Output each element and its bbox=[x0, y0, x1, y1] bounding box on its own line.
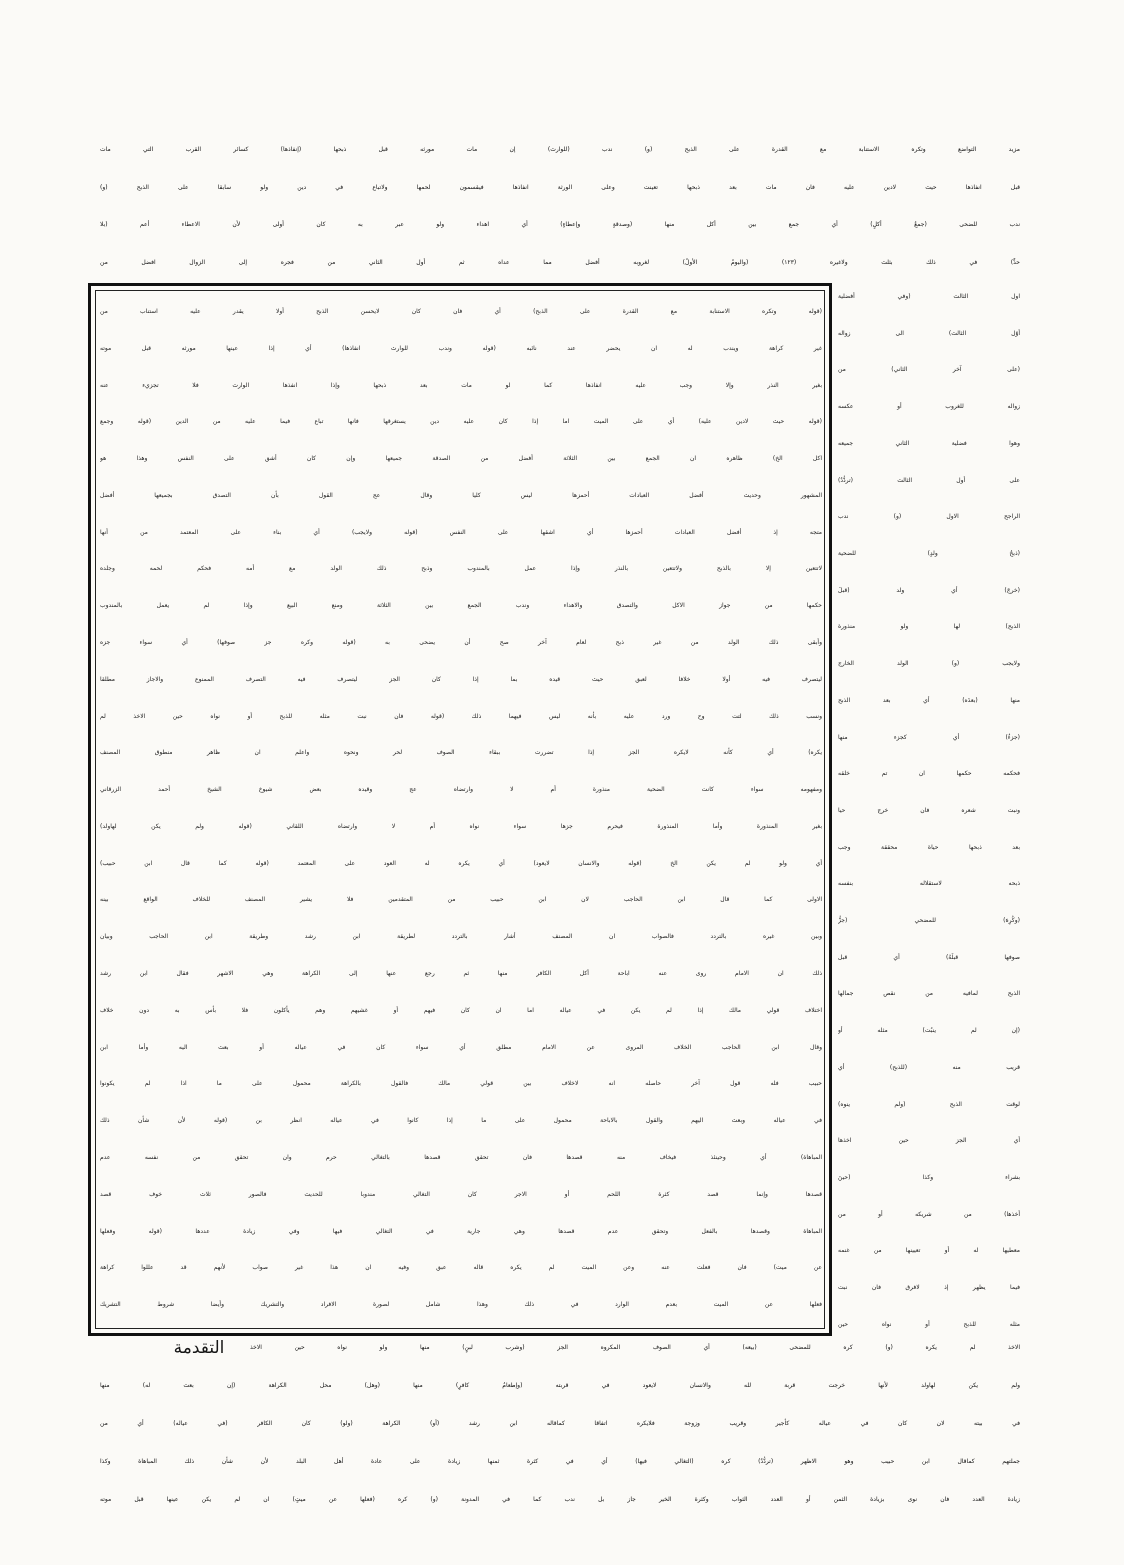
side-column-line: بعد ذبحها حياة محققة وجب bbox=[838, 844, 1020, 851]
commentary-line: الاولى كما قال ابن الحاجب لان ابن حبيب من المتقدمين فلا يشير المصنف للخلاف الواقع بينه bbox=[100, 896, 822, 903]
main-text-bottom-line: الاخذ لم يكره (و) كره للمضحى (بيعه) أي الصوف المكروه الجز (وشرب لبنٍ) منها ولو نواه حين الاخذ bbox=[250, 1344, 1020, 1351]
commentary-line: اكل الخ) ظاهره ان الجمع بين الثلاثة أفضل من الصدقة جميعها وإن كان أشق على النفس وهذا هو bbox=[100, 455, 822, 462]
main-text-top-line: ندب للضحى (جمعُ أكلٍ) أي جمع بين أكل منها (وصدقةٍ وإعطاءٍ) أي اهداء ولو عبر به كان أولى لأن الاعطاء أعم (بلا bbox=[100, 221, 1020, 228]
commentary-line: المشهور وحديث أفضل العبادات أحمزها ليس كليا وقال عج القول بأن التصدق بجميعها أفضل bbox=[100, 492, 822, 499]
side-column-line: لوقت الذبح (ولم ينوه) bbox=[838, 1101, 1020, 1108]
commentary-line: في عياله وبعث اليهم والقول بالاباحة محمول على ما إذا كانوا في عياله انظر بن (قوله لأن شأن ذلك bbox=[100, 1117, 822, 1124]
side-column-line: الراجح الاول (و) ندب bbox=[838, 513, 1020, 520]
commentary-line: المباهاة) أي وحينئذ فيخاف منه قصدها فان تحقق قصدها بالتغالي حرم وان تحقق من نفسه عدم bbox=[100, 1154, 822, 1161]
side-column-line: وهوا فضلية الثاني جميعه bbox=[838, 440, 1020, 447]
side-column-line: منها (بعدَه) أي بعد الذبح bbox=[838, 697, 1020, 704]
side-column-line: (ذبحُ ولدٍ) للضحية bbox=[838, 550, 1020, 557]
commentary-line: ونسب ذلك لتت وح ورد عليه بأنه ليس فيهما ذلك (قوله فان نبت مثله للذبح أو نواه حين الاخذ لم bbox=[100, 713, 822, 720]
side-column-line: ونبت شعره فان خرج حيا bbox=[838, 807, 1020, 814]
commentary-line: بغير المنذورة وأما المنذورة فيحرم جزها سواء نواه أم لا وارتضاه اللقاني (قوله ولم يكن لهاولد) bbox=[100, 823, 822, 830]
commentary-line: فعلها عن الميت بعدم الوارد في ذلك وهذا شامل لصورة الافراد والتشريك وأيضا شروط التشريك bbox=[100, 1301, 822, 1308]
commentary-line: لاتتعين إلا بالذبح ولاتتعين بالنذر وإذا عمل بالمندوب وذبح ذلك الولد مع أمه فحكم لحمه وجلده bbox=[100, 565, 822, 572]
side-column-line: الذبح) لها ولو منذورة bbox=[838, 623, 1020, 630]
side-column-line: اول الثالث (وفي أفضلية bbox=[838, 293, 1020, 300]
main-text-bottom-line: ولم يكن لهاولد لأنها خرجت قربة لله والانسان لايعود في قربته (وإطعامُ كافرٍ) منها (وهل) محل الكراهة (إن بعث له) منها bbox=[100, 1382, 1020, 1389]
side-column-line: ولايجب (و) الولد الخارج bbox=[838, 660, 1020, 667]
commentary-line: وقال ابن الحاجب الخلاف المروى عن الامام مطلق أي سواء كان في عياله أو بعث اليه وأما ابن bbox=[100, 1044, 822, 1051]
side-column-line: فيما يظهر إذ لافرق فان نبت bbox=[838, 1284, 1020, 1291]
commentary-line: أي ولو لم يكن الخ (قوله والانسان لايعود) أي يكره له العود على المعتمد (قوله كما قال ابن حبيب) bbox=[100, 860, 822, 867]
commentary-line: (قوله حيث لادين عليه) أي على الميت اما إذا كان عليه دين يستغرقها فانها تباع فيما عليه من الدين (قوله وجمع bbox=[100, 418, 822, 425]
main-text-bottom-line: زيادة العدد فان نوى بزيادة الثمن أو العدد الثواب وكثرة الخير جاز بل ندب كما في المدونة (و) كره (فعلها عن ميتٍ) ان لم يكن عينها قبل موته bbox=[100, 1496, 1020, 1503]
commentary-line: اختلاف قولي مالك إذا لم يكن في عياله اما ان كان فيهم أو غشيهم وهم يأكلون فلا بأس به دون خلاف bbox=[100, 1007, 822, 1014]
side-column-line: أخذها) من شريكه أو من bbox=[838, 1211, 1020, 1218]
commentary-line: حبيب فله قول آخر حاصله انه لاخلاف بين قولي مالك فالقول بالكراهة محمول على ما اذا لم يكونوا bbox=[100, 1080, 822, 1087]
side-column-line: على أول الثالث (تردُّدٌ) bbox=[838, 477, 1020, 484]
side-column-line: أي الجز حين اخذها bbox=[838, 1137, 1020, 1144]
commentary-line: بغير النذر وإلا وجب عليه انفاذها كما لو مات بعد ذبحها وإذا انفذها الوارث فلا تجزيء عنه bbox=[100, 382, 822, 389]
main-text-top-line: قبل انفاذها حيث لادين عليه فان مات بعد ذبحها تعينت وعلى الورثة انفاذها فيقسمون لحمها ولاتباع في دين ولو سابقا على الذبح (و) bbox=[100, 184, 1020, 191]
side-column-line: مثله للذبح أو نواه حين bbox=[838, 1321, 1020, 1328]
side-column-line: الذبح لمافيه من نقص جمالها bbox=[838, 990, 1020, 997]
side-column-line: فحكمه حكمها ان تم خلقه bbox=[838, 770, 1020, 777]
side-column-line: أوّل الثالث) الى زواله bbox=[838, 330, 1020, 337]
main-text-bottom-line: جملتهم كماقال ابن حبيب وهو الاظهر (تردُّدٌ) كره (التغالي فيها) أي في كثرة ثمنها زيادة على عادة أهل البلد لأن شأن ذلك المباهاة وكذا bbox=[100, 1458, 1020, 1465]
commentary-line: يكره) أي كأنه لايكره الجز إذا تضررت ببقاء الصوف لحر ونحوه واعلم ان ظاهر منطوق المصنف bbox=[100, 749, 822, 756]
catchword: التقدمة bbox=[173, 1338, 225, 1358]
side-column-line: صوفها قبلَهُ) أي قبل bbox=[838, 954, 1020, 961]
commentary-line: عن ميت) فان فعلت عنه وعن الميت لم يكره قاله عبق وفيه ان هذا غير صواب لأنهم قد عللوا كراهة bbox=[100, 1264, 822, 1271]
commentary-line: غير كراهة ويندب له ان يحضر عند نائبه (قوله وندب للوارث انفاذها) أي إذا عينها مورثه قبل موته bbox=[100, 345, 822, 352]
main-text-top-line: مزيد التواضع وتكره الاستنابة مع القدرة على الذبح (و) ندب (للوارث) إن مات مورثه قبل ذبحها (إنفاذها) كسائر القرب التي مات bbox=[100, 146, 1020, 153]
commentary-line: (قوله وتكره الاستنابة مع القدرة على الذبح) أي فان كان لايحسن الذبح أولا يقدر عليه استناب من bbox=[100, 308, 822, 315]
side-column-line: زواله للغروب أو عكسه bbox=[838, 403, 1020, 410]
side-column-line: بشراء وكذا (حينَ bbox=[838, 1174, 1020, 1181]
side-column-line: (إن لم ينبُت) مثله أو bbox=[838, 1027, 1020, 1034]
commentary-line: حكمها من جواز الاكل والتصدق والاهداء وندب الجمع بين الثلاثة ومنع البيع وإذا لم يعمل بالمندوب bbox=[100, 602, 822, 609]
commentary-line: قصدها وإنما قصد كثرة اللحم أو الاجر كان التغالي مندوبا للحديث فالصور ثلاث خوف قصد bbox=[100, 1191, 822, 1198]
side-column-line: ذبحه لاستقلاله بنفسه bbox=[838, 880, 1020, 887]
commentary-line: ليتصرف فيه أولا خلافا لعبق حيث قيده بما إذا كان الجز ليتصرف فيه التصرف الممنوع والاجاز مطلقا bbox=[100, 676, 822, 683]
commentary-line: وأبقى ذلك الولد من غير ذبح لعام آخر صح أن يضحى به (قوله وكره جز صوفها) أي سواء جزه bbox=[100, 639, 822, 646]
main-text-bottom-line: في بيته لان كان في عياله كأجير وقريب وزوجة فلايكره اتفاقا كماقاله ابن رشد (أو) الكراهة (ولو) كان الكافر (في عياله) أي من bbox=[100, 1420, 1020, 1427]
side-column-line: (جزءٌ) أي كجزء منها bbox=[838, 734, 1020, 741]
commentary-line: وبين غيره بالتردد فالصواب ان المصنف أشار بالتردد لطريقة ابن رشد وطريقة ابن الحاجب وبيان bbox=[100, 933, 822, 940]
commentary-line: ومفهومه سواء كانت الضحية منذورة أم لا وارتضاه عج وقيده بعض شيوخ الشيخ أحمد الزرقاني bbox=[100, 786, 822, 793]
main-text-top-line: حدٍّ) في ذلك بثلث ولاغيره (١٢٣) (واليومُ الأولُ) لغروبه أفضل مما عداه ثم أول الثاني من فجره إلى الزوال افضل من bbox=[100, 259, 1020, 266]
side-column-line: (وكُرِهَ) للمضحي (جزُّ bbox=[838, 917, 1020, 924]
commentary-line: ذلك ان الامام روى عنه اباحة أكل الكافر منها ثم رجع عنها إلى الكراهة وهي الاشهر فقال ابن رشد bbox=[100, 970, 822, 977]
side-column-line: (خرجَ) أي ولد (قبلَ bbox=[838, 587, 1020, 594]
side-column-line: معطيها له أو تعيينها من غنمه bbox=[838, 1247, 1020, 1254]
side-column-line: (على آخر الثاني) من bbox=[838, 366, 1020, 373]
commentary-line: المباهاة وقصدها بالفعل وتحقق عدم قصدها وهي جارية في التغالي فيها وفي زيادة عددها (قوله وفعلها bbox=[100, 1228, 822, 1235]
commentary-line: متجه إذ أفضل العبادات أحمزها أي اشقها على النفس (قوله ولايجب) أي بناء على المعتمد من أنها bbox=[100, 529, 822, 536]
side-column-line: قريب منه (للذبح) أي bbox=[838, 1064, 1020, 1071]
